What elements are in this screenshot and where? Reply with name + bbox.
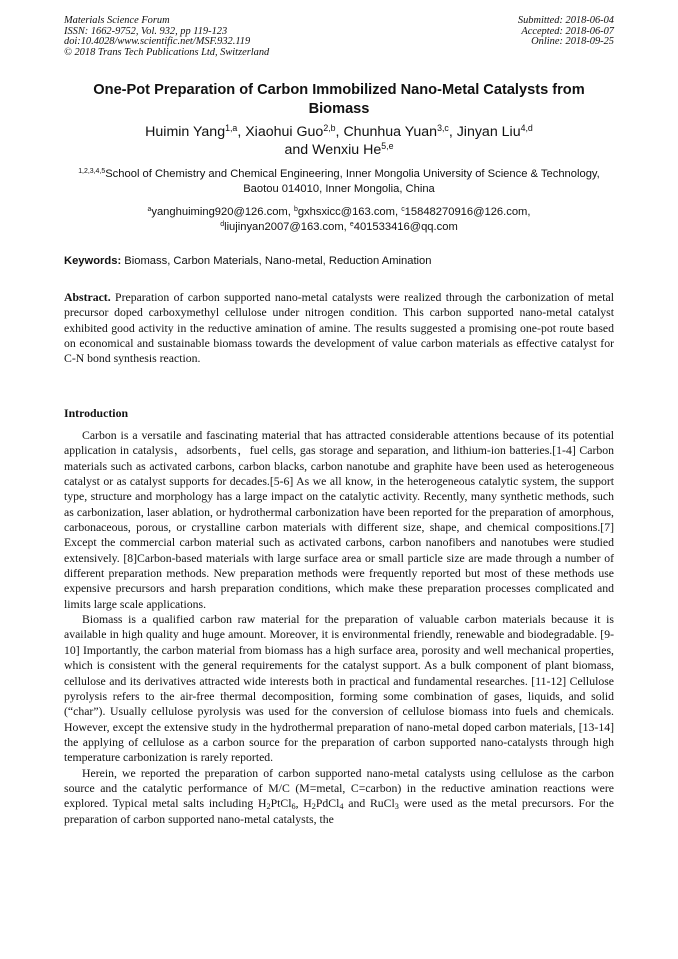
paragraph: Biomass is a qualified carbon raw material for the preparation of valuable carbon materials because it is available in high quality and huge amount. Moreover, it is environmental friendly, renewable and biodegradable. [9-10] Importantly, the carbon material from biomass has a high surface area, porosity and well mechanical properties, which is consistent with the general requirements for the catalyst support. As a bulk component of plant biomass, cellulose and its derivatives attracted wide interests both in practical and fundamental researches. [11-12] Cellulose pyrolysis refers to the air-free thermal decomposition, forming some combination of gases, liquids, and solid (“char”). Usually cellulose pyrolysis was used for the conversion of cellulose biomass into fuels and chemicals. However, except the extensive study in the hydrothermal preparation of nano-metal doped carbon materials, [13-14] the applying of cellulose as a carbon source for the preparation of carbon supported nano-catalysts through high temperature carbonization is rarely reported. [64,613,614,765]
affiliation-text: School of Chemistry and Chemical Engineering, Inner Mongolia University of Science & Technology, Baotou 014010, Inner Mongolia, China [105,168,600,195]
affiliation [64,167,614,197]
abstract [64,290,614,367]
email: $^e$401533416@qq.com [349,221,458,233]
email: $^a$yanghuiming920@126.com, [147,206,294,218]
author: Xiaohui Guo$^{2,b}$, [245,123,344,140]
affiliation-marks: 1,2,3,4,5 [78,168,106,176]
abstract-label: Abstract. [64,291,111,304]
online-date: Online: 2018-09-25 [531,36,614,47]
paragraph: Herein, we reported the preparation of carbon supported nano-metal catalysts using cellulose as the carbon source and the catalytic performance of M/C (M=metal, C=carbon) in the reductive amination reactions were explored. Typical metal salts including $H_2PtCl_6$, $H_2PdCl_4$ and RuCl$_3$ were used as the metal precursors. For the preparation of carbon supported nano-metal catalysts, the [64,766,614,826]
author: Jinyan Liu$^{4,d}$ [456,123,533,140]
copyright-line: © 2018 Trans Tech Publications Ltd, Switzerland [64,46,270,58]
issn-line: ISSN: 1662-9752, Vol. 932, pp 119-123 [64,25,228,37]
accepted-date: Accepted: 2018-06-07 [521,25,614,37]
journal-meta [64,16,269,58]
dates-meta [518,16,614,48]
abstract-text: Preparation of carbon supported nano-metal catalysts were realized through the carbonization of metal precursor doped carboxymethyl cellulose under nitrogen condition. This carbon supported nano-metal catalyst exhibited good activity in the reductive amination of amine. The results suggested a promising one-pot route based on economical and sustainable biomass towards the development of value carbon materials as effective catalyst for C-N bond synthesis reaction. [64,291,614,366]
introduction-heading: Introduction [64,406,129,420]
keywords-label: Keywords: [64,255,122,267]
email: $^c$15848270916@126.com, [401,206,531,218]
author: and Wenxiu He$^{5,e}$ [284,140,394,158]
introduction-body [64,428,614,827]
email: $^d$liujinyan2007@163.com, [220,221,350,233]
email-list [64,205,614,235]
author-list [64,124,614,159]
keywords-text: Biomass, Carbon Materials, Nano-metal, Reduction Amination [121,255,432,267]
doi-line: doi:10.4028/www.scientific.net/MSF.932.119 [64,36,251,47]
email: $^b$gxhsxicc@163.com, [293,206,402,218]
journal-name: Materials Science Forum [64,15,170,26]
paragraph: Carbon is a versatile and fascinating material that has attracted considerable attentions because of its potential application in catalysis，adsorbents，fuel cells, gas storage and separation, and lithium-ion batteries.[1-4] Carbon materials such as activated carbons, carbon blacks, carbon nanotube and graphite have been used as heterogeneous catalyst or as catalyst supports for decades.[5-6] As we all know, in the heterogeneous catalytic system, the support type, structure and morphology has a large impact on the catalytic activity. Recently, many synthetic methods, such as carbonization, laser ablation, or hydrothermal carbonization have been reported for the preparation of amorphous, carbonaceous, porous, or crystalline carbon materials with different size, shape, and chemical compositions.[7] Except the commercial carbon material such as activated carbons, carbon nanofibers and nanotubes were studied extensively. [8]Carbon-based materials with large surface area or small particle size are made through a number of different preparation methods. New preparation methods were frequently reported but most of these methods use expensive precursors and harsh preparation conditions, which make these preparation processes complicated and limits large scale applications. [64,429,614,611]
paper-title: One-Pot Preparation of Carbon Immobilized Nano-Metal Catalysts from Biomass [93,82,585,117]
submitted-date: Submitted: 2018-06-04 [517,15,614,26]
keywords [64,254,614,269]
author: Chunhua Yuan$^{3,c}$, [343,123,457,140]
author: Huimin Yang$^{1,a}$, [145,123,246,140]
